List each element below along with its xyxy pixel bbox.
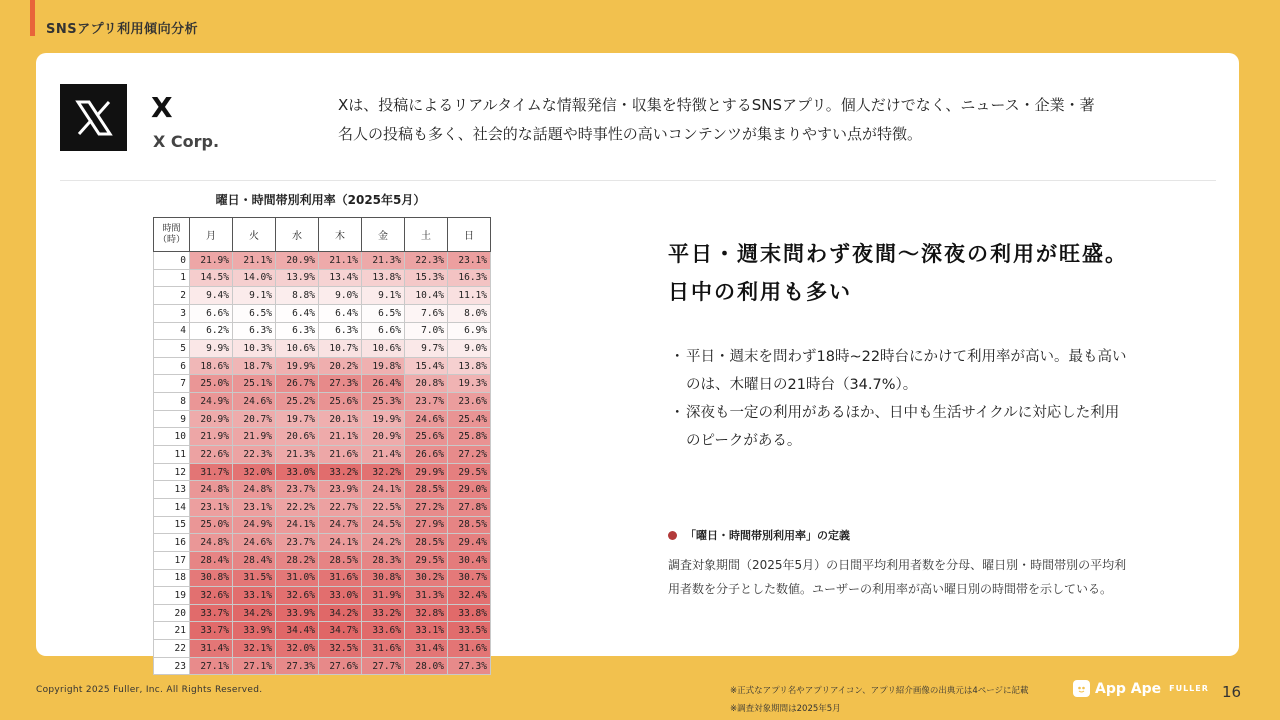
day-header: 金	[362, 218, 405, 252]
content-card	[36, 53, 1239, 672]
usage-rate-cell: 32.0%	[276, 640, 319, 658]
usage-rate-cell: 32.1%	[233, 640, 276, 658]
usage-rate-cell: 6.2%	[190, 322, 233, 340]
usage-rate-cell: 13.8%	[362, 269, 405, 287]
usage-rate-cell: 16.3%	[448, 269, 491, 287]
usage-rate-cell: 21.9%	[190, 428, 233, 446]
usage-rate-cell: 6.3%	[233, 322, 276, 340]
hour-label: 19	[154, 587, 190, 605]
usage-rate-cell: 9.7%	[405, 340, 448, 358]
usage-rate-cell: 33.0%	[319, 587, 362, 605]
usage-rate-cell: 30.2%	[405, 569, 448, 587]
usage-rate-cell: 18.6%	[190, 357, 233, 375]
usage-rate-cell: 24.5%	[362, 516, 405, 534]
table-row	[154, 587, 491, 605]
hour-label: 8	[154, 393, 190, 411]
usage-rate-cell: 9.4%	[190, 287, 233, 305]
usage-rate-cell: 27.3%	[319, 375, 362, 393]
day-header: 土	[405, 218, 448, 252]
usage-rate-cell: 25.8%	[448, 428, 491, 446]
usage-rate-cell: 22.3%	[405, 252, 448, 270]
table-row	[154, 393, 491, 411]
usage-rate-cell: 10.6%	[362, 340, 405, 358]
usage-rate-cell: 33.9%	[233, 622, 276, 640]
hour-header-label: 時間	[162, 223, 181, 234]
usage-rate-cell: 23.7%	[276, 534, 319, 552]
brand-logo	[1073, 680, 1209, 697]
usage-rate-cell: 33.2%	[319, 463, 362, 481]
usage-rate-cell: 9.0%	[448, 340, 491, 358]
usage-rate-cell: 26.7%	[276, 375, 319, 393]
usage-rate-cell: 25.6%	[319, 393, 362, 411]
source-note: ※正式なアプリ名やアプリアイコン、アプリ紹介画像の出典元は4ページに記載	[730, 686, 1029, 696]
app-description: Xは、投稿によるリアルタイムな情報発信・収集を特徴とするSNSアプリ。個人だけでなく、ニュース・企業・著名人の投稿も多く、社会的な話題や時事性の高いコンテンツが集まりやすい点が特徴。	[338, 96, 1095, 143]
usage-rate-cell: 31.6%	[319, 569, 362, 587]
usage-rate-cell: 20.6%	[276, 428, 319, 446]
usage-rate-cell: 25.0%	[190, 375, 233, 393]
definition-text: 調査対象期間（2025年5月）の日間平均利用者数を分母、曜日別・時間帯別の平均利用者数を分子とした数値。ユーザーの利用率が高い曜日別の時間帯を示している。	[668, 558, 1127, 596]
usage-rate-cell: 25.2%	[276, 393, 319, 411]
usage-rate-cell: 27.7%	[362, 657, 405, 675]
usage-rate-cell: 14.5%	[190, 269, 233, 287]
usage-rate-cell: 31.9%	[362, 587, 405, 605]
usage-rate-cell: 32.6%	[190, 587, 233, 605]
table-row	[154, 604, 491, 622]
usage-rate-cell: 20.9%	[362, 428, 405, 446]
table-row	[154, 657, 491, 675]
period-note: ※調査対象期間は2025年5月	[730, 704, 841, 714]
table-row	[154, 551, 491, 569]
usage-rate-cell: 28.5%	[448, 516, 491, 534]
usage-rate-cell: 33.1%	[233, 587, 276, 605]
table-row	[154, 375, 491, 393]
usage-rate-cell: 19.8%	[362, 357, 405, 375]
usage-rate-cell: 6.9%	[448, 322, 491, 340]
table-row	[154, 498, 491, 516]
usage-rate-cell: 27.9%	[405, 516, 448, 534]
bullet-text: 平日・週末を問わず18時~22時台にかけて利用率が高い。最も高いのは、木曜日の21時台（34.7%）。	[686, 349, 1127, 393]
usage-rate-cell: 33.2%	[362, 604, 405, 622]
usage-rate-cell: 25.6%	[405, 428, 448, 446]
usage-rate-cell: 30.8%	[362, 569, 405, 587]
bullet-item	[668, 343, 1128, 399]
hour-column-header	[154, 218, 190, 252]
hour-label: 18	[154, 569, 190, 587]
hour-label: 5	[154, 340, 190, 358]
usage-rate-cell: 19.9%	[276, 357, 319, 375]
day-header: 月	[190, 218, 233, 252]
table-row	[154, 446, 491, 464]
usage-rate-cell: 21.9%	[190, 252, 233, 270]
usage-rate-cell: 13.9%	[276, 269, 319, 287]
usage-rate-cell: 33.5%	[448, 622, 491, 640]
usage-rate-cell: 23.1%	[233, 498, 276, 516]
table-row	[154, 463, 491, 481]
usage-rate-cell: 34.2%	[319, 604, 362, 622]
usage-rate-cell: 30.7%	[448, 569, 491, 587]
table-row	[154, 640, 491, 658]
hour-label: 21	[154, 622, 190, 640]
usage-rate-cell: 21.6%	[319, 446, 362, 464]
hour-header-unit: （時）	[157, 234, 185, 245]
usage-rate-cell: 20.2%	[319, 357, 362, 375]
table-row	[154, 516, 491, 534]
usage-rate-cell: 20.9%	[276, 252, 319, 270]
usage-rate-cell: 27.2%	[448, 446, 491, 464]
usage-rate-cell: 29.0%	[448, 481, 491, 499]
usage-rate-cell: 27.6%	[319, 657, 362, 675]
hour-label: 12	[154, 463, 190, 481]
usage-rate-cell: 24.1%	[319, 534, 362, 552]
usage-rate-cell: 20.8%	[405, 375, 448, 393]
usage-rate-cell: 29.5%	[448, 463, 491, 481]
usage-rate-cell: 9.1%	[362, 287, 405, 305]
usage-rate-cell: 25.3%	[362, 393, 405, 411]
table-title: 曜日・時間帯別利用率（2025年5月）	[215, 193, 426, 207]
usage-rate-cell: 26.4%	[362, 375, 405, 393]
usage-rate-cell: 28.3%	[362, 551, 405, 569]
usage-rate-cell: 27.1%	[190, 657, 233, 675]
table-row	[154, 410, 491, 428]
usage-rate-cell: 27.2%	[405, 498, 448, 516]
usage-rate-cell: 31.6%	[362, 640, 405, 658]
hour-label: 9	[154, 410, 190, 428]
usage-rate-cell: 22.5%	[362, 498, 405, 516]
usage-rate-cell: 29.4%	[448, 534, 491, 552]
usage-rate-cell: 33.1%	[405, 622, 448, 640]
usage-rate-cell: 6.6%	[362, 322, 405, 340]
page-number: 16	[1222, 683, 1242, 701]
usage-rate-cell: 24.2%	[362, 534, 405, 552]
usage-rate-cell: 18.7%	[233, 357, 276, 375]
usage-rate-cell: 29.5%	[405, 551, 448, 569]
table-row	[154, 340, 491, 358]
hour-label: 3	[154, 304, 190, 322]
brand-sub: FULLER	[1169, 684, 1209, 693]
usage-rate-cell: 6.5%	[362, 304, 405, 322]
usage-rate-cell: 24.1%	[276, 516, 319, 534]
usage-rate-cell: 13.4%	[319, 269, 362, 287]
usage-rate-cell: 32.0%	[233, 463, 276, 481]
usage-rate-cell: 23.7%	[405, 393, 448, 411]
usage-rate-cell: 30.8%	[190, 569, 233, 587]
table-row	[154, 569, 491, 587]
usage-rate-cell: 33.9%	[276, 604, 319, 622]
bullet-symbol: ・	[670, 349, 685, 365]
x-logo	[60, 84, 127, 151]
usage-rate-cell: 20.7%	[233, 410, 276, 428]
usage-rate-cell: 27.3%	[276, 657, 319, 675]
usage-rate-cell: 23.1%	[190, 498, 233, 516]
usage-rate-cell: 21.9%	[233, 428, 276, 446]
usage-rate-cell: 33.6%	[362, 622, 405, 640]
usage-rate-cell: 27.1%	[233, 657, 276, 675]
usage-rate-cell: 30.4%	[448, 551, 491, 569]
usage-rate-cell: 31.4%	[190, 640, 233, 658]
usage-rate-cell: 22.7%	[319, 498, 362, 516]
hour-label: 1	[154, 269, 190, 287]
usage-rate-cell: 31.0%	[276, 569, 319, 587]
usage-rate-cell: 25.0%	[190, 516, 233, 534]
usage-rate-cell: 8.0%	[448, 304, 491, 322]
usage-rate-cell: 24.7%	[319, 516, 362, 534]
usage-rate-cell: 7.0%	[405, 322, 448, 340]
usage-rate-cell: 32.6%	[276, 587, 319, 605]
bullet-symbol: ・	[670, 405, 685, 421]
usage-rate-cell: 28.0%	[405, 657, 448, 675]
brand-name: App Ape	[1095, 680, 1162, 697]
usage-rate-cell: 23.6%	[448, 393, 491, 411]
table-row	[154, 357, 491, 375]
usage-rate-cell: 33.7%	[190, 622, 233, 640]
usage-rate-cell: 21.3%	[362, 252, 405, 270]
usage-rate-cell: 32.5%	[319, 640, 362, 658]
usage-rate-cell: 24.6%	[233, 393, 276, 411]
usage-rate-cell: 7.6%	[405, 304, 448, 322]
usage-rate-cell: 11.1%	[448, 287, 491, 305]
usage-rate-cell: 31.5%	[233, 569, 276, 587]
header-accent-bar	[30, 0, 35, 36]
usage-rate-cell: 26.6%	[405, 446, 448, 464]
usage-rate-cell: 10.4%	[405, 287, 448, 305]
hour-label: 17	[154, 551, 190, 569]
headline-line: 平日・週末問わず夜間〜深夜の利用が旺盛。	[668, 242, 1128, 266]
app-ape-icon	[1073, 680, 1090, 697]
hour-label: 15	[154, 516, 190, 534]
usage-rate-cell: 27.3%	[448, 657, 491, 675]
usage-rate-cell: 32.8%	[405, 604, 448, 622]
usage-rate-cell: 19.9%	[362, 410, 405, 428]
hour-label: 7	[154, 375, 190, 393]
table-row	[154, 481, 491, 499]
usage-rate-cell: 28.4%	[233, 551, 276, 569]
hour-label: 11	[154, 446, 190, 464]
definition-title	[668, 527, 850, 543]
app-name: X	[151, 91, 173, 124]
usage-rate-cell: 24.8%	[190, 534, 233, 552]
headline-line: 日中の利用も多い	[668, 280, 852, 304]
usage-rate-cell: 6.4%	[276, 304, 319, 322]
usage-rate-cell: 24.9%	[190, 393, 233, 411]
usage-rate-cell: 9.9%	[190, 340, 233, 358]
usage-rate-cell: 14.0%	[233, 269, 276, 287]
table-row	[154, 287, 491, 305]
usage-rate-cell: 29.9%	[405, 463, 448, 481]
usage-rate-cell: 21.4%	[362, 446, 405, 464]
summary-bullets	[668, 343, 1128, 455]
bullet-text: 深夜も一定の利用があるほか、日中も生活サイクルに対応した利用のピークがある。	[686, 405, 1120, 449]
usage-rate-cell: 28.2%	[276, 551, 319, 569]
table-body	[154, 252, 491, 675]
circle-marker-icon	[668, 531, 677, 540]
divider	[60, 180, 1216, 181]
summary-headline	[668, 235, 1128, 311]
usage-rate-cell: 13.8%	[448, 357, 491, 375]
usage-rate-cell: 34.7%	[319, 622, 362, 640]
usage-rate-cell: 32.2%	[362, 463, 405, 481]
usage-rate-cell: 23.1%	[448, 252, 491, 270]
usage-rate-cell: 25.4%	[448, 410, 491, 428]
x-logo-icon	[74, 98, 114, 138]
table-row	[154, 252, 491, 270]
usage-rate-cell: 9.0%	[319, 287, 362, 305]
table-row	[154, 269, 491, 287]
usage-rate-cell: 33.0%	[276, 463, 319, 481]
bullet-item	[668, 399, 1128, 455]
usage-rate-cell: 21.3%	[276, 446, 319, 464]
hour-label: 13	[154, 481, 190, 499]
usage-rate-cell: 19.3%	[448, 375, 491, 393]
hour-label: 20	[154, 604, 190, 622]
usage-rate-cell: 24.9%	[233, 516, 276, 534]
hour-label: 2	[154, 287, 190, 305]
usage-rate-cell: 21.1%	[319, 428, 362, 446]
usage-rate-cell: 6.4%	[319, 304, 362, 322]
usage-rate-cell: 10.6%	[276, 340, 319, 358]
usage-rate-cell: 8.8%	[276, 287, 319, 305]
usage-rate-cell: 6.5%	[233, 304, 276, 322]
usage-rate-cell: 6.3%	[276, 322, 319, 340]
definition-title-text: 「曜日・時間帯別利用率」の定義	[685, 529, 850, 542]
table-row	[154, 428, 491, 446]
usage-rate-cell: 23.9%	[319, 481, 362, 499]
usage-rate-cell: 20.9%	[190, 410, 233, 428]
usage-rate-cell: 27.8%	[448, 498, 491, 516]
usage-rate-cell: 22.3%	[233, 446, 276, 464]
usage-rate-cell: 33.7%	[190, 604, 233, 622]
hour-label: 23	[154, 657, 190, 675]
usage-rate-cell: 21.1%	[319, 252, 362, 270]
hour-label: 10	[154, 428, 190, 446]
usage-rate-cell: 6.3%	[319, 322, 362, 340]
usage-rate-cell: 22.6%	[190, 446, 233, 464]
usage-rate-cell: 34.2%	[233, 604, 276, 622]
hour-label: 22	[154, 640, 190, 658]
table-header-row	[154, 218, 491, 252]
page-title: SNSアプリ利用傾向分析	[46, 22, 199, 37]
day-header: 水	[276, 218, 319, 252]
usage-rate-cell: 28.5%	[405, 534, 448, 552]
usage-rate-cell: 15.3%	[405, 269, 448, 287]
hour-label: 14	[154, 498, 190, 516]
usage-rate-cell: 28.4%	[190, 551, 233, 569]
usage-rate-cell: 31.6%	[448, 640, 491, 658]
usage-rate-cell: 10.7%	[319, 340, 362, 358]
usage-rate-cell: 31.7%	[190, 463, 233, 481]
hour-label: 6	[154, 357, 190, 375]
day-header: 日	[448, 218, 491, 252]
usage-rate-cell: 24.6%	[405, 410, 448, 428]
usage-rate-cell: 31.4%	[405, 640, 448, 658]
usage-rate-cell: 10.3%	[233, 340, 276, 358]
table-row	[154, 534, 491, 552]
usage-rate-cell: 24.8%	[190, 481, 233, 499]
usage-rate-cell: 31.3%	[405, 587, 448, 605]
usage-rate-cell: 33.8%	[448, 604, 491, 622]
company-name: X Corp.	[153, 132, 220, 151]
usage-rate-cell: 32.4%	[448, 587, 491, 605]
table-row	[154, 622, 491, 640]
usage-rate-cell: 21.1%	[233, 252, 276, 270]
usage-rate-cell: 25.1%	[233, 375, 276, 393]
usage-rate-cell: 28.5%	[405, 481, 448, 499]
table-row	[154, 322, 491, 340]
day-header: 木	[319, 218, 362, 252]
usage-rate-cell: 19.7%	[276, 410, 319, 428]
usage-rate-cell: 15.4%	[405, 357, 448, 375]
usage-rate-cell: 24.8%	[233, 481, 276, 499]
hour-label: 0	[154, 252, 190, 270]
usage-rate-cell: 24.6%	[233, 534, 276, 552]
copyright: Copyright 2025 Fuller, Inc. All Rights Reserved.	[36, 685, 263, 695]
usage-rate-cell: 23.7%	[276, 481, 319, 499]
usage-heatmap-table	[153, 217, 491, 675]
usage-rate-cell: 20.1%	[319, 410, 362, 428]
usage-rate-cell: 22.2%	[276, 498, 319, 516]
hour-label: 4	[154, 322, 190, 340]
table-row	[154, 304, 491, 322]
usage-rate-cell: 9.1%	[233, 287, 276, 305]
usage-rate-cell: 34.4%	[276, 622, 319, 640]
usage-rate-cell: 28.5%	[319, 551, 362, 569]
day-header: 火	[233, 218, 276, 252]
usage-rate-cell: 24.1%	[362, 481, 405, 499]
usage-rate-cell: 6.6%	[190, 304, 233, 322]
hour-label: 16	[154, 534, 190, 552]
